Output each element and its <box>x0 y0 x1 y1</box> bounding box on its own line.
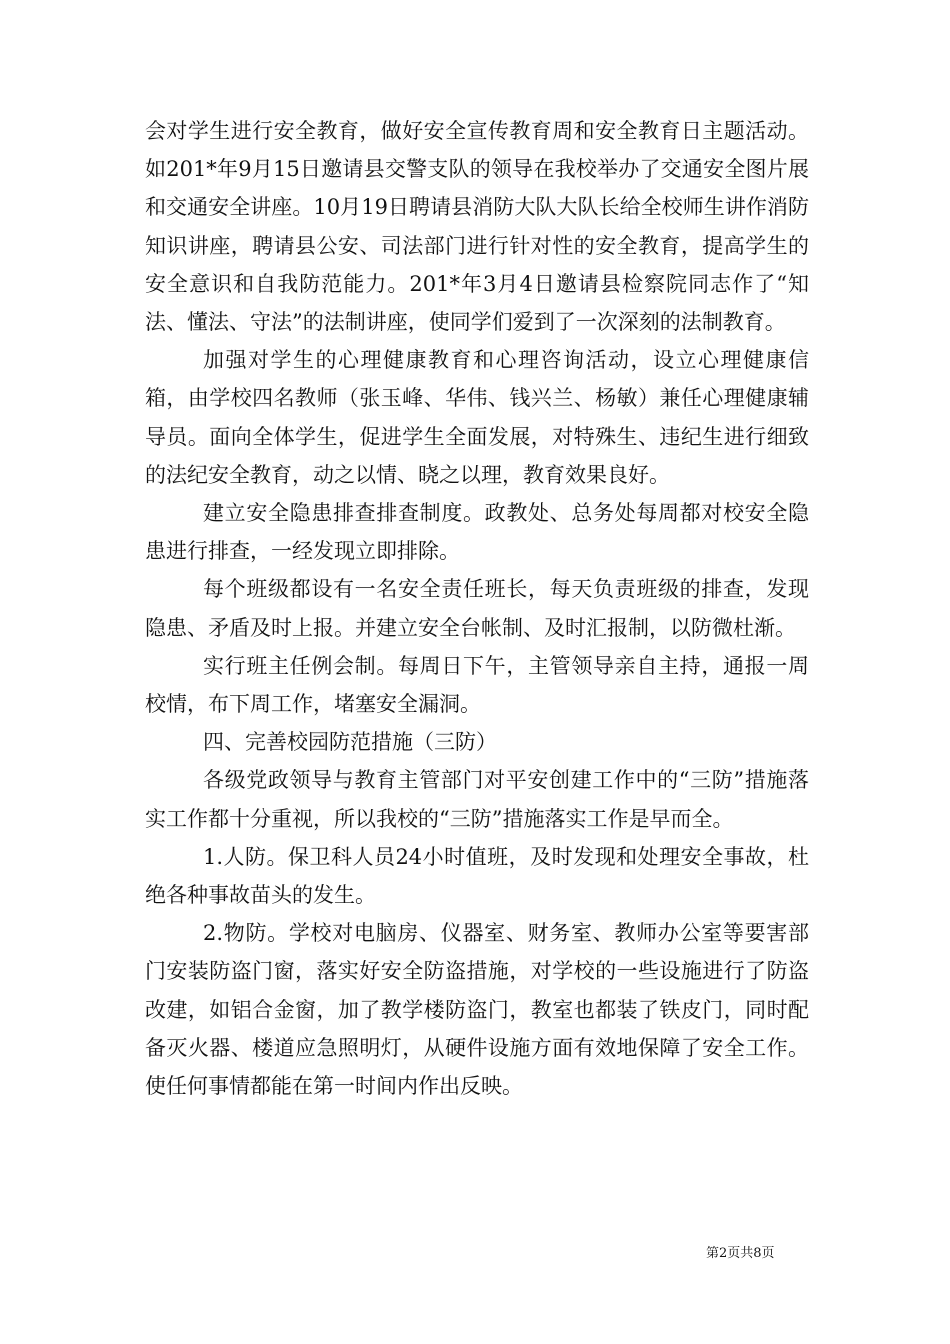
document-body <box>145 112 809 1105</box>
paragraph-three-defenses-intro: 各级党政领导与教育主管部门对平安创建工作中的“三防”措施落实工作都十分重视，所以我校的“三防”措施落实工作是早而全。 <box>145 768 809 831</box>
paragraph-personnel-defense: 1.人防。保卫科人员24小时值班，及时发现和处理安全事故，杜绝各种事故苗头的发生。 <box>145 844 809 908</box>
paragraph-hazard-inspection: 建立安全隐患排查排查制度。政教处、总务处每周都对校安全隐患进行排查，一经发现立即排除。 <box>145 501 809 564</box>
section-heading-three-defenses: 四、完善校园防范措施（三防） <box>203 730 497 755</box>
paragraph-class-safety-monitor: 每个班级都设有一名安全责任班长，每天负责班级的排查，发现隐患、矛盾及时上报。并建立安全台帐制、及时汇报制，以防微杜渐。 <box>145 577 809 640</box>
paragraph-head-teacher-meeting: 实行班主任例会制。每周日下午，主管领导亲自主持，通报一周校情，布下周工作，堵塞安全漏洞。 <box>145 653 809 717</box>
paragraph-safety-education: 会对学生进行安全教育，做好安全宣传教育周和安全教育日主题活动。如201*年9月15日邀请县交警支队的领导在我校举办了交通安全图片展和交通安全讲座。10月19日聘请县消防大队大队长给全校师生讲作消防知识讲座，聘请县公安、司法部门进行针对性的安全教育，提高学生的安全意识和自我防范能力。201*年3月4日邀请县检察院同志作了“知法、懂法、守法”的法制讲座，使同学们爱到了一次深刻的法制教育。 <box>145 119 809 335</box>
page-number-footer: 第2页共8页 <box>706 1246 775 1261</box>
paragraph-psychological-health: 加强对学生的心理健康教育和心理咨询活动，设立心理健康信箱，由学校四名教师（张玉峰、华伟、钱兴兰、杨敏）兼任心理健康辅导员。面向全体学生，促进学生全面发展，对特殊生、违纪生进行细致的法纪安全教育，动之以情、晓之以理，教育效果良好。 <box>145 348 809 487</box>
paragraph-physical-defense: 2.物防。学校对电脑房、仪器室、财务室、教师办公室等要害部门安装防盗门窗，落实好安全防盗措施，对学校的一些设施进行了防盗改建，如铝合金窗，加了教学楼防盗门，教室也都装了铁皮门，同时配备灭火器、楼道应急照明灯，从硬件设施方面有效地保障了安全工作。使任何事情都能在第一时间内作出反映。 <box>145 921 809 1099</box>
